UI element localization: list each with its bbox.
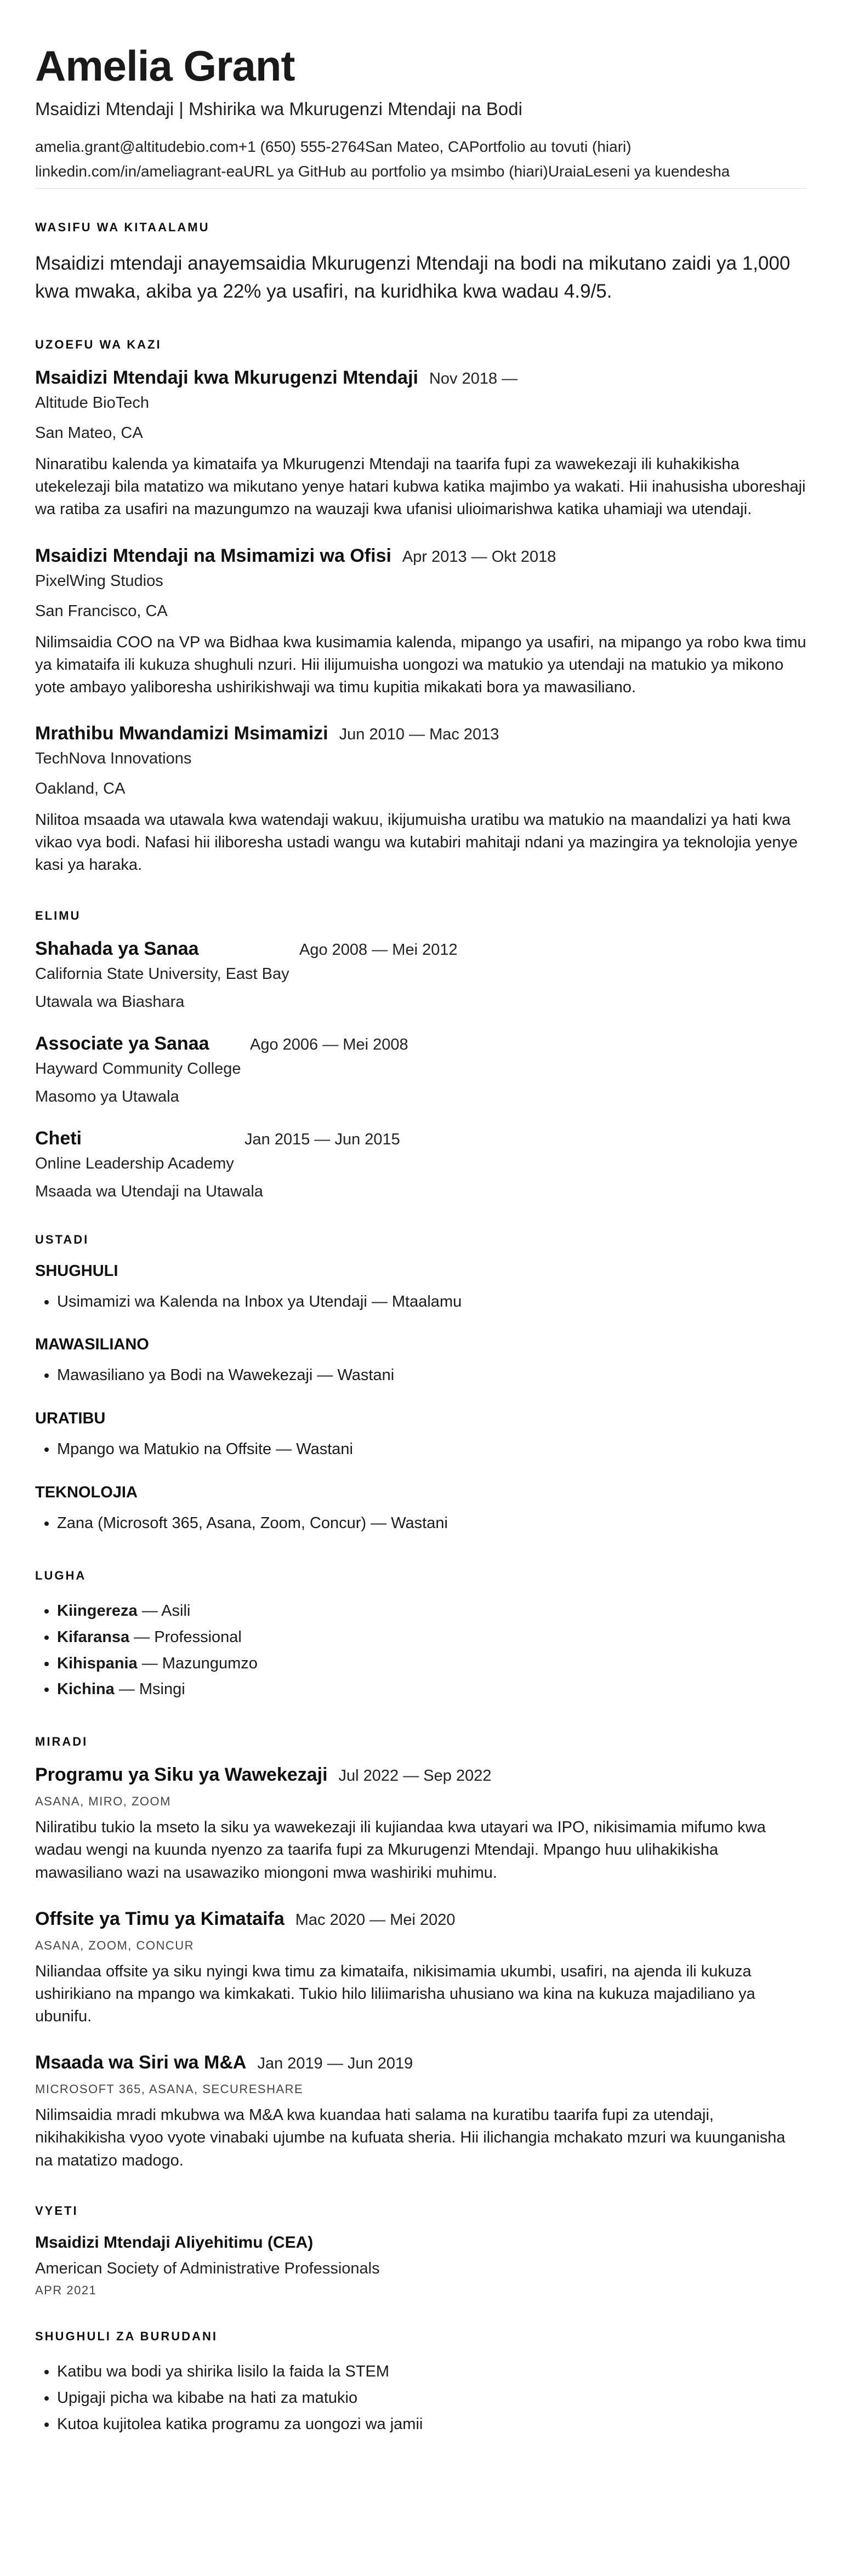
project-name: Programu ya Siku ya Wawekezaji [35,1764,328,1786]
skill-category: URATIBU [35,1410,106,1428]
project-dates: Jan 2019 — Jun 2019 [257,2055,413,2073]
contact-email[interactable]: amelia.grant@altitudebio.com [35,138,238,155]
skill-category: SHUGHULI [35,1262,118,1280]
education-degree: Shahada ya Sanaa [35,938,199,959]
skill-list [35,1289,807,1315]
contact-license: Leseni ya kuendesha [584,162,730,180]
skill-list [35,1437,807,1463]
header-divider [35,188,807,189]
education-title: ELIMU [35,908,81,922]
summary-title: WASIFU WA KITAALAMU [35,220,210,235]
project-name: Msaada wa Siri wa M&A [35,2052,247,2073]
project-tools: ASANA, ZOOM, CONCUR [35,1938,195,1952]
project-name: Offsite ya Timu ya Kimataifa [35,1908,285,1929]
education-degree: Associate ya Sanaa [35,1033,209,1054]
experience-entry-head [35,367,807,389]
language-name: Kifaransa [57,1628,130,1646]
experience-dates: Apr 2013 — Okt 2018 [402,548,556,566]
certification-name: Msaidizi Mtendaji Aliyehitimu (CEA) [35,2233,314,2252]
education-school: Online Leadership Academy [35,1154,234,1172]
project-entry-head [35,1764,807,1786]
projects-section [35,1735,807,2172]
experience-dates: Jun 2010 — Mac 2013 [339,726,499,744]
candidate-name: Amelia Grant [35,42,295,90]
hobby-item: • Upigaji picha wa kibabe na hati za matukio [57,2385,807,2412]
experience-role: Msaidizi Mtendaji na Msimamizi wa Ofisi [35,545,391,566]
experience-company: PixelWing Studios [35,572,163,590]
language-level: — Professional [129,1628,242,1646]
experience-entry [35,367,807,521]
contact-line-2 [35,159,807,184]
candidate-headline: Msaidizi Mtendaji | Mshirika wa Mkurugenzi Mtendaji na Bodi [35,98,522,119]
contact-linkedin[interactable]: linkedin.com/in/ameliagrant-ea [35,162,243,180]
education-dates: Jan 2015 — Jun 2015 [244,1130,400,1148]
language-level: — Asili [137,1602,191,1620]
project-dates: Jul 2022 — Sep 2022 [338,1767,492,1785]
language-level: — Mazungumzo [137,1654,258,1672]
experience-section [35,338,807,877]
education-field: Msaada wa Utendaji na Utawala [35,1182,263,1200]
language-item [57,1625,807,1651]
language-list [35,1598,807,1703]
experience-entry-head [35,545,807,567]
education-field: Masomo ya Utawala [35,1087,179,1105]
language-item [57,1677,807,1703]
summary-section [35,220,807,306]
experience-entry [35,723,807,877]
education-entry [35,1033,807,1106]
skill-item: • Mpango wa Matukio na Offsite — Wastani [57,1437,807,1463]
education-school: Hayward Community College [35,1059,241,1078]
project-tools: ASANA, MIRO, ZOOM [35,1794,171,1809]
project-entry [35,1908,807,2028]
certifications-section [35,2204,807,2298]
education-entry [35,938,807,1011]
contact-line-1 [35,135,807,159]
experience-role: Msaidizi Mtendaji kwa Mkurugenzi Mtendaji [35,367,418,388]
contact-phone[interactable]: +1 (650) 555-2764 [238,138,366,155]
education-section [35,909,807,1201]
skill-list [35,1363,807,1389]
project-description: Niliratibu tukio la mseto la siku ya wawekezaji ili kujiandaa kwa utayari wa IPO, nikisimamia mifumo kwa wadau wengi na kuunda nyenzo za taarifa fupi za Mkurugenzi Mtendaji. Mpango huu ulihakikisha mawasiliano wazi na usawaziko miongoni mwa washiriki muhimu. [35,1819,766,1882]
language-item [57,1651,807,1677]
language-level: — Msingi [114,1680,185,1699]
summary-text: Msaidizi mtendaji anayemsaidia Mkurugenzi Mtendaji na bodi na mikutano zaidi ya 1,000 kwa mwaka, akiba ya 22% ya usafiri, na kuridhika kwa wadau 4.9/5. [35,253,790,303]
experience-location: Oakland, CA [35,780,126,798]
project-entry [35,2052,807,2172]
language-name: Kiingereza [57,1602,138,1620]
education-entry-head [35,1128,807,1149]
language-name: Kichina [57,1680,115,1699]
skill-item: • Mawasiliano ya Bodi na Wawekezaji — Wastani [57,1363,807,1389]
education-dates: Ago 2008 — Mei 2012 [299,941,458,959]
certification-date: APR 2021 [35,2283,97,2297]
hobbies-title: SHUGHULI ZA BURUDANI [35,2329,218,2343]
skill-category: TEKNOLOJIA [35,1484,138,1502]
hobby-item: • Katibu wa bodi ya shirika lisilo la faida la STEM [57,2359,807,2385]
education-field: Utawala wa Biashara [35,993,185,1011]
certification-entry [35,2233,807,2298]
education-dates: Ago 2006 — Mei 2008 [250,1035,408,1053]
language-name: Kihispania [57,1654,138,1672]
education-school: California State University, East Bay [35,965,289,983]
contact-portfolio[interactable]: Portfolio au tovuti (hiari) [469,138,632,155]
experience-location: San Mateo, CA [35,424,143,442]
project-description: Nilimsaidia mradi mkubwa wa M&A kwa kuandaa hati salama na kuratibu taarifa fupi za utendaji, nikihakikisha vyoo vyote vinabaki ujumbe na kufuata sheria. Hii ilichangia mchakato mzuri wa kuunganisha na matatizo madogo. [35,2106,786,2169]
skill-item: • Usimamizi wa Kalenda na Inbox ya Utendaji — Mtaalamu [57,1289,807,1315]
language-item [57,1598,807,1625]
project-entry [35,1764,807,1884]
experience-entry [35,545,807,699]
languages-section [35,1569,807,1703]
resume-header [35,44,807,189]
experience-company: TechNova Innovations [35,750,192,768]
project-entry-head [35,1908,807,1930]
hobby-list [35,2359,807,2438]
experience-role: Mrathibu Mwandamizi Msimamizi [35,723,328,744]
projects-title: MIRADI [35,1735,88,1749]
certifications-title: VYETI [35,2203,78,2218]
contact-citizenship: Uraia [548,162,585,180]
experience-title: UZOEFU WA KAZI [35,337,162,351]
project-description: Niliandaa offsite ya siku nyingi kwa timu za kimataifa, nikisimamia ukumbi, usafiri, na ajenda ili kukuza ushirikiano na mpango wa kimkakati. Tukio hilo liliimarisha uhusiano wa kina na kukuza majadiliano ya ubunifu. [35,1962,755,2026]
hobbies-section [35,2329,807,2438]
project-dates: Mac 2020 — Mei 2020 [295,1911,456,1929]
skills-section [35,1233,807,1537]
contact-github[interactable]: URL ya GitHub au portfolio ya msimbo (hiari) [243,162,548,180]
languages-title: LUGHA [35,1568,87,1582]
skills-title: USTADI [35,1232,89,1246]
education-entry-head [35,938,807,960]
skill-category: MAWASILIANO [35,1336,149,1354]
experience-company: Altitude BioTech [35,394,149,412]
contact-location: San Mateo, CA [365,138,469,155]
project-entry-head [35,2052,807,2073]
skill-item: • Zana (Microsoft 365, Asana, Zoom, Concur) — Wastani [57,1511,807,1537]
skill-list [35,1511,807,1537]
education-entry-head [35,1033,807,1055]
project-tools: MICROSOFT 365, ASANA, SECURESHARE [35,2082,304,2096]
experience-description: Ninaratibu kalenda ya kimataifa ya Mkurugenzi Mtendaji na taarifa fupi za wawekezaji ili kuhakikisha utekelezaji bila matatizo wa mikutano yenye hatari kubwa katika majimbo ya wakati. Hii inahusisha uboreshaji wa ratiba za usafiri na mazungumzo na wauzaji kwa ufanisi ulioimarishwa katika uhamiaji wa utendaji. [35,455,806,518]
experience-location: San Francisco, CA [35,602,168,620]
certification-issuer: American Society of Administrative Professionals [35,2259,380,2277]
experience-description: Nilitoa msaada wa utawala kwa watendaji wakuu, ikijumuisha uratibu wa matukio na maandalizi ya hati kwa vikao vya bodi. Nafasi hii iliboresha ustadi wangu wa kutabiri mahitaji ndani ya mazingira ya teknolojia yenye kasi ya haraka. [35,811,798,874]
education-entry [35,1128,807,1201]
education-degree: Cheti [35,1127,82,1149]
experience-description: Nilimsaidia COO na VP wa Bidhaa kwa kusimamia kalenda, mipango ya usafiri, na mipango ya robo kwa timu ya kimataifa ili kukuza shughuli nzuri. Hii ilijumuisha uongozi wa matukio ya utendaji na matukio ya mikono yote ambayo yaliboresha ushirikishwaji wa timu kupitia mikakati bora ya mawasiliano. [35,633,806,696]
experience-entry-head [35,723,807,744]
experience-dates: Nov 2018 — [429,369,518,387]
hobby-item: • Kutoa kujitolea katika programu za uongozi wa jamii [57,2412,807,2438]
